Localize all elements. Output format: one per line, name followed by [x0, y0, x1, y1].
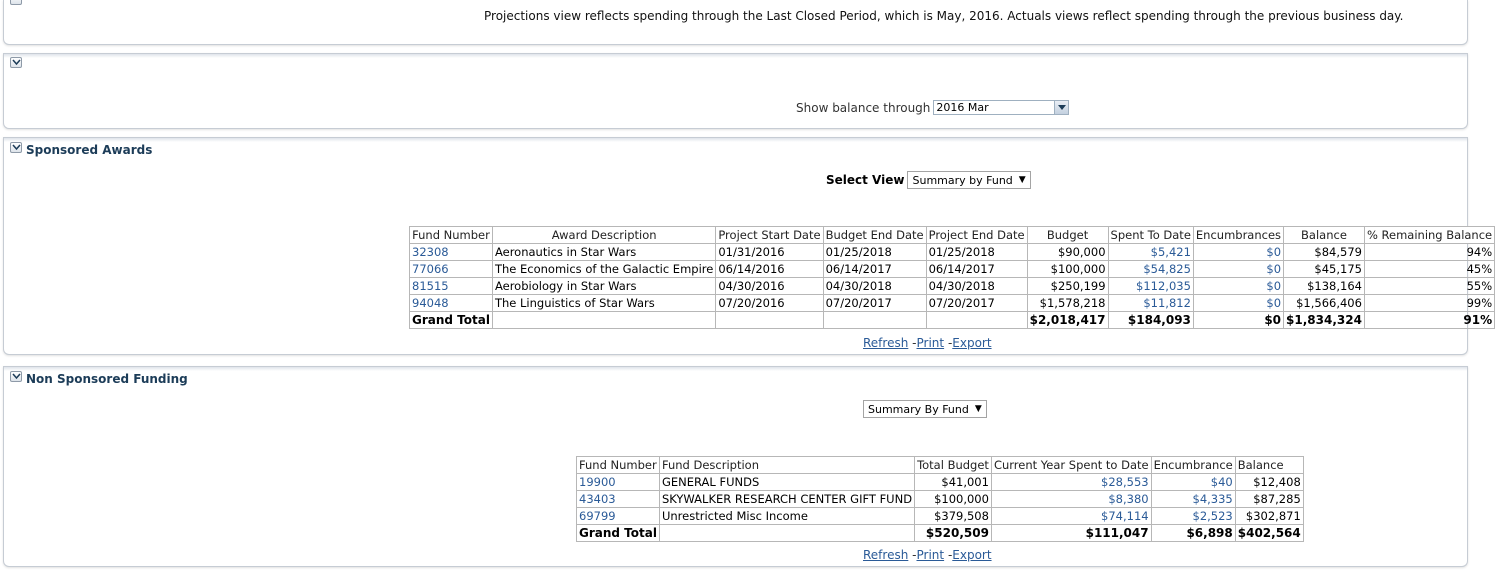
total-budget-value: $379,508 — [915, 508, 992, 525]
balance-value: $45,175 — [1284, 261, 1365, 278]
award-description: The Linguistics of Star Wars — [492, 295, 715, 312]
project-start-date: 06/14/2016 — [716, 261, 823, 278]
refresh-link[interactable]: Refresh — [863, 548, 909, 562]
balance-through-select[interactable] — [933, 100, 1069, 115]
encumbrance-link[interactable]: $40 — [1151, 474, 1235, 491]
fund-number-link[interactable]: 32308 — [410, 244, 493, 261]
remaining-balance-percent: 55% — [1364, 278, 1494, 295]
column-header[interactable]: Encumbrance — [1151, 457, 1235, 474]
spent-to-date-link[interactable]: $11,812 — [1108, 295, 1193, 312]
info-panel — [3, 0, 1468, 45]
award-description: Aerobiology in Star Wars — [492, 278, 715, 295]
export-link[interactable]: Export — [952, 336, 992, 350]
budget-end-date: 04/30/2018 — [823, 278, 926, 295]
remaining-balance-percent: 45% — [1364, 261, 1494, 278]
balance-through-control — [796, 100, 1069, 115]
column-header[interactable]: Balance — [1235, 457, 1303, 474]
collapse-toggle-icon[interactable] — [10, 371, 22, 382]
budget-end-date: 01/25/2018 — [823, 244, 926, 261]
total-budget-value: $100,000 — [915, 491, 992, 508]
balance-value: $1,566,406 — [1284, 295, 1365, 312]
award-description: Aeronautics in Star Wars — [492, 244, 715, 261]
column-header[interactable]: Fund Number — [410, 227, 493, 244]
non-sponsored-funding-panel — [3, 366, 1468, 567]
project-start-date: 07/20/2016 — [716, 295, 823, 312]
balance-value: $302,871 — [1235, 508, 1303, 525]
spent-to-date-link[interactable]: $5,421 — [1108, 244, 1193, 261]
encumbrances-link[interactable]: $0 — [1193, 244, 1283, 261]
sponsored-awards-table — [409, 226, 1495, 329]
grand-total-label: Grand Total — [410, 312, 493, 329]
grand-total-row — [577, 525, 1304, 542]
fund-number-link[interactable]: 81515 — [410, 278, 493, 295]
balance-value: $87,285 — [1235, 491, 1303, 508]
view-control — [863, 400, 987, 418]
budget-value: $90,000 — [1027, 244, 1108, 261]
balance-through-label: Show balance through — [796, 100, 931, 115]
table-row — [410, 278, 1495, 295]
table-row — [410, 295, 1495, 312]
empty-cell — [926, 312, 1027, 329]
column-header[interactable]: Budget — [1027, 227, 1108, 244]
budget-value: $250,199 — [1027, 278, 1108, 295]
fund-description: Unrestricted Misc Income — [659, 508, 914, 525]
spent-to-date-link[interactable]: $74,114 — [991, 508, 1151, 525]
dropdown-arrow-icon: ▼ — [974, 404, 982, 414]
table-actions — [863, 336, 992, 350]
view-value: Summary By Fund — [868, 402, 969, 416]
remaining-balance-percent: 94% — [1364, 244, 1494, 261]
table-row — [410, 244, 1495, 261]
sponsored-awards-panel — [3, 137, 1493, 355]
total-budget: $2,018,417 — [1027, 312, 1108, 329]
balance-panel — [3, 53, 1468, 129]
remaining-balance-percent: 99% — [1364, 295, 1494, 312]
table-header-row — [577, 457, 1304, 474]
budget-value: $1,578,218 — [1027, 295, 1108, 312]
table-header-row — [410, 227, 1495, 244]
project-start-date: 01/31/2016 — [716, 244, 823, 261]
spent-to-date-link[interactable]: $112,035 — [1108, 278, 1193, 295]
fund-number-link[interactable]: 94048 — [410, 295, 493, 312]
encumbrance-link[interactable]: $4,335 — [1151, 491, 1235, 508]
export-link[interactable]: Export — [952, 548, 992, 562]
table-row — [577, 474, 1304, 491]
empty-cell — [659, 525, 914, 542]
column-header[interactable]: Award Description — [492, 227, 715, 244]
fund-description: SKYWALKER RESEARCH CENTER GIFT FUND — [659, 491, 914, 508]
fund-number-link[interactable]: 77066 — [410, 261, 493, 278]
column-header[interactable]: Spent To Date — [1108, 227, 1193, 244]
balance-value: $138,164 — [1284, 278, 1365, 295]
grand-total-row — [410, 312, 1495, 329]
total-balance: $402,564 — [1235, 525, 1303, 542]
total-budget: $520,509 — [915, 525, 992, 542]
empty-cell — [492, 312, 715, 329]
refresh-link[interactable]: Refresh — [863, 336, 909, 350]
collapse-toggle-icon[interactable] — [10, 57, 22, 68]
balance-through-value: 2016 Mar — [936, 101, 989, 114]
award-description: The Economics of the Galactic Empire — [492, 261, 715, 278]
total-budget-value: $41,001 — [915, 474, 992, 491]
table-row — [577, 491, 1304, 508]
column-header[interactable]: Project Start Date — [716, 227, 823, 244]
encumbrances-link[interactable]: $0 — [1193, 278, 1283, 295]
collapse-toggle-icon[interactable] — [10, 142, 22, 153]
dropdown-arrow-icon: ▼ — [1018, 175, 1026, 185]
total-encumbrance: $6,898 — [1151, 525, 1235, 542]
column-header[interactable]: Budget End Date — [823, 227, 926, 244]
dropdown-arrow-icon[interactable] — [1054, 101, 1068, 114]
encumbrances-link[interactable]: $0 — [1193, 261, 1283, 278]
encumbrance-link[interactable]: $2,523 — [1151, 508, 1235, 525]
print-link[interactable]: Print — [916, 336, 945, 350]
panel-title: Sponsored Awards — [26, 143, 153, 157]
spent-to-date-link[interactable]: $54,825 — [1108, 261, 1193, 278]
balance-value: $12,408 — [1235, 474, 1303, 491]
project-end-date: 01/25/2018 — [926, 244, 1027, 261]
project-start-date: 04/30/2016 — [716, 278, 823, 295]
table-row — [410, 261, 1495, 278]
budget-end-date: 06/14/2017 — [823, 261, 926, 278]
budget-end-date: 07/20/2017 — [823, 295, 926, 312]
budget-value: $100,000 — [1027, 261, 1108, 278]
column-header[interactable]: Fund Description — [659, 457, 914, 474]
fund-number-link[interactable]: 19900 — [577, 474, 660, 491]
column-header[interactable]: Fund Number — [577, 457, 660, 474]
column-header[interactable]: Current Year Spent to Date — [991, 457, 1151, 474]
panel-header-bar — [4, 53, 1467, 58]
separator: - — [947, 548, 953, 562]
project-end-date: 04/30/2018 — [926, 278, 1027, 295]
select-view-label: Select View — [826, 173, 905, 187]
fund-number-link[interactable]: 43403 — [577, 491, 660, 508]
encumbrances-link[interactable]: $0 — [1193, 295, 1283, 312]
table-actions — [863, 548, 992, 562]
view-dropdown[interactable] — [863, 400, 987, 418]
grand-total-label: Grand Total — [577, 525, 660, 542]
balance-value: $84,579 — [1284, 244, 1365, 261]
fund-description: GENERAL FUNDS — [659, 474, 914, 491]
spent-to-date-link[interactable]: $28,553 — [991, 474, 1151, 491]
non-sponsored-funding-table — [576, 456, 1304, 542]
empty-cell — [823, 312, 926, 329]
separator: - — [912, 336, 917, 350]
info-message: Projections view reflects spending through the Last Closed Period, which is May, 2016. Actuals views reflect spending through the previous business day. — [484, 9, 1404, 23]
column-header[interactable]: Balance — [1284, 227, 1365, 244]
project-end-date: 07/20/2017 — [926, 295, 1027, 312]
spent-to-date-link[interactable]: $8,380 — [991, 491, 1151, 508]
select-view-control — [826, 171, 1031, 189]
select-view-dropdown[interactable] — [907, 171, 1030, 189]
separator: - — [912, 548, 917, 562]
table-row — [577, 508, 1304, 525]
panel-header-bar — [4, 137, 1467, 142]
total-spent: $184,093 — [1108, 312, 1193, 329]
column-header[interactable]: % Remaining Balance — [1364, 227, 1494, 244]
collapse-toggle-icon[interactable] — [10, 0, 22, 5]
column-header[interactable]: Total Budget — [915, 457, 992, 474]
print-link[interactable]: Print — [916, 548, 945, 562]
fund-number-link[interactable]: 69799 — [577, 508, 660, 525]
total-encumbrances: $0 — [1193, 312, 1283, 329]
select-view-value: Summary by Fund — [912, 173, 1013, 187]
empty-cell — [716, 312, 823, 329]
total-remaining-percent: 91% — [1364, 312, 1494, 329]
column-header[interactable]: Project End Date — [926, 227, 1027, 244]
total-spent: $111,047 — [991, 525, 1151, 542]
separator: - — [947, 336, 953, 350]
project-end-date: 06/14/2017 — [926, 261, 1027, 278]
column-header[interactable]: Encumbrances — [1193, 227, 1283, 244]
panel-header-bar — [4, 366, 1467, 371]
panel-title: Non Sponsored Funding — [26, 372, 188, 386]
total-balance: $1,834,324 — [1284, 312, 1365, 329]
